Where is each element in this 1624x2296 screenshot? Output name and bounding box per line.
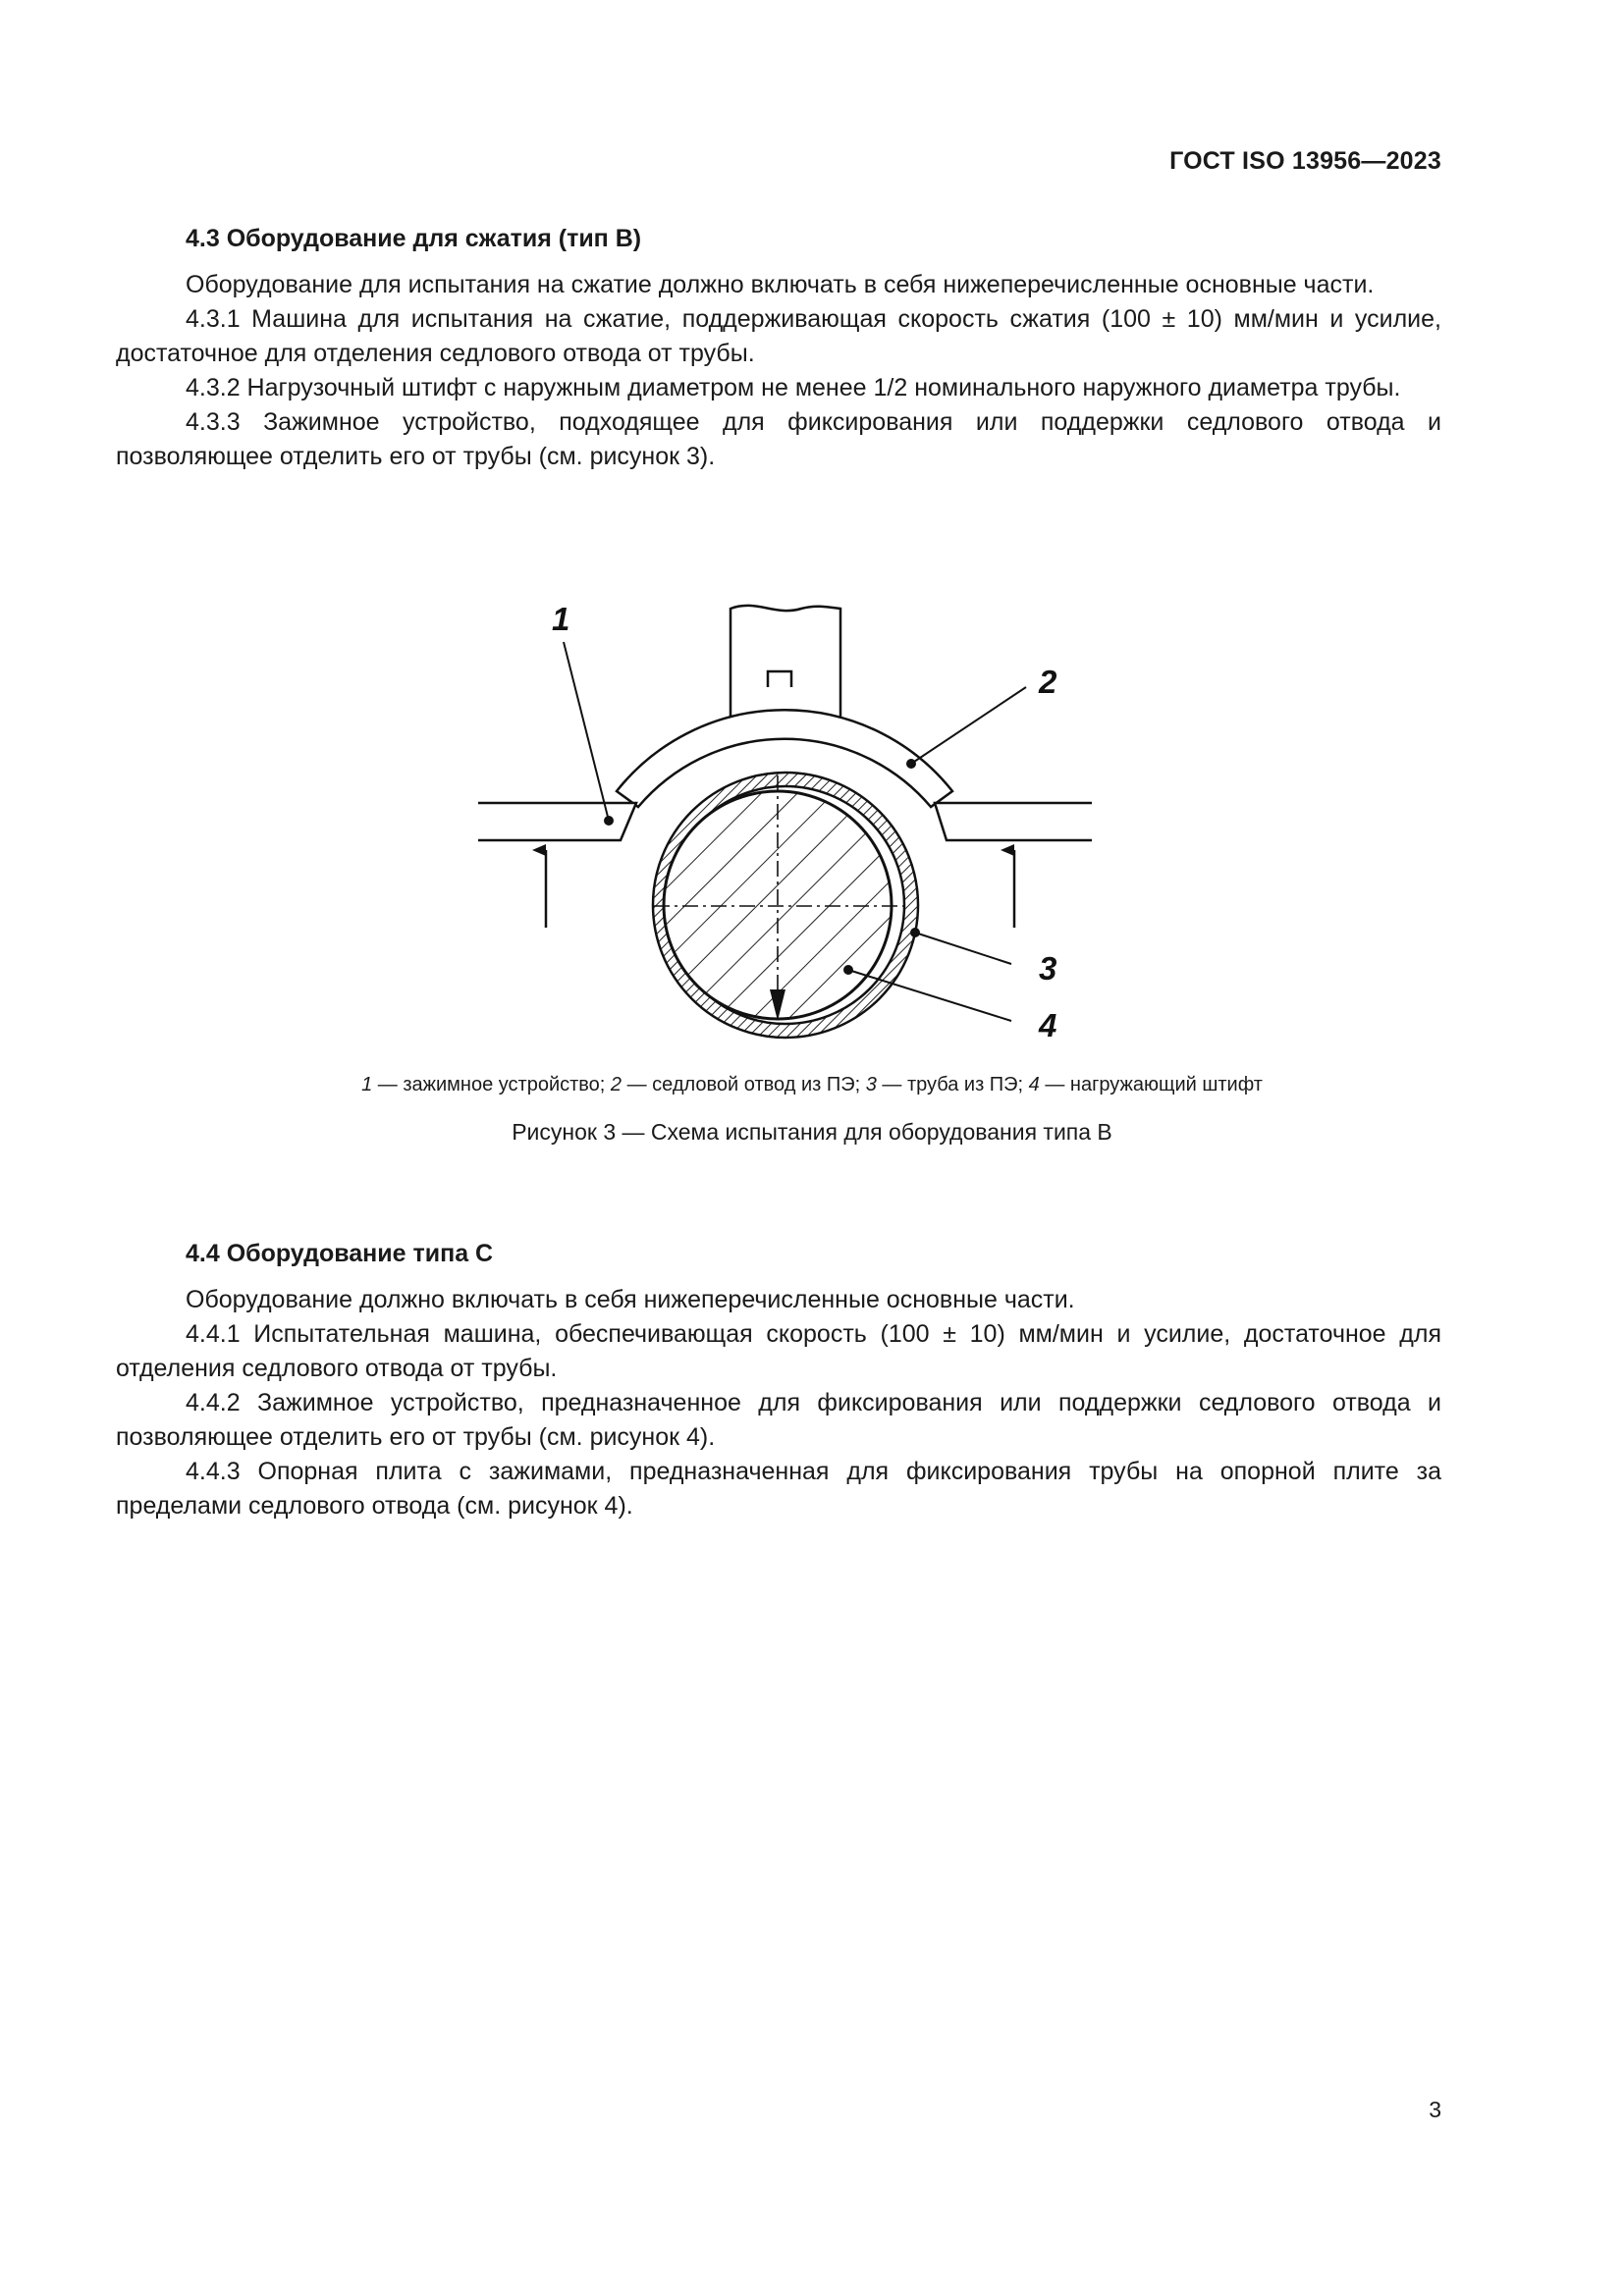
page-number: 3	[1429, 2097, 1441, 2122]
section-4-4	[116, 1237, 1441, 1523]
paragraph: 4.4.3 Опорная плита с зажимами, предназначенная для фиксирования трубы на опорной плите за пределами седлового отвода (см. рисунок 4).	[116, 1458, 1441, 1520]
legend-text: — нагружающий штифт	[1039, 1074, 1263, 1095]
section-4-3	[116, 222, 1441, 474]
legend-num: 3	[865, 1074, 877, 1095]
paragraph: 4.4.1 Испытательная машина, обеспечивающая скорость (100 ± 10) мм/мин и усилие, достаточное для отделения седлового отвода от трубы.	[116, 1320, 1441, 1382]
callout-1: 1	[552, 601, 570, 637]
paragraph: 4.3.2 Нагрузочный штифт с наружным диаметром не менее 1/2 номинального наружного диаметра трубы.	[186, 374, 1401, 401]
paragraph: Оборудование должно включать в себя нижеперечисленные основные части.	[186, 1286, 1075, 1313]
callout-2: 2	[1039, 664, 1057, 700]
figure-caption: Рисунок 3 — Схема испытания для оборудования типа В	[512, 1119, 1112, 1145]
load-rod	[731, 606, 840, 724]
callout-3: 3	[1039, 950, 1057, 987]
figure-3-diagram	[0, 579, 1624, 1070]
document-id: ГОСТ ISO 13956—2023	[1169, 147, 1441, 175]
paragraph: 4.4.2 Зажимное устройство, предназначенное для фиксирования или поддержки седлового отвода и позволяющее отделить его от трубы (см. рисунок 4).	[116, 1389, 1441, 1451]
section-heading: 4.4 Оборудование типа С	[186, 1240, 494, 1267]
figure-legend	[0, 1074, 1624, 1096]
paragraph: Оборудование для испытания на сжатие должно включать в себя нижеперечисленные основные части.	[186, 271, 1375, 298]
paragraph: 4.3.1 Машина для испытания на сжатие, поддерживающая скорость сжатия (100 ± 10) мм/мин и усилие, достаточное для отделения седлового отвода от трубы.	[116, 305, 1441, 367]
section-heading: 4.3 Оборудование для сжатия (тип В)	[186, 225, 642, 252]
legend-text: — седловой отвод из ПЭ;	[622, 1074, 866, 1095]
paragraph: 4.3.3 Зажимное устройство, подходящее для фиксирования или поддержки седлового отвода и позволяющее отделить его от трубы (см. рисунок 3).	[116, 408, 1441, 470]
callout-4: 4	[1039, 1007, 1057, 1043]
legend-num: 1	[361, 1074, 373, 1095]
legend-text: — зажимное устройство;	[372, 1074, 611, 1095]
legend-num: 2	[610, 1074, 623, 1095]
legend-text: — труба из ПЭ;	[876, 1074, 1029, 1095]
legend-num: 4	[1028, 1074, 1040, 1095]
